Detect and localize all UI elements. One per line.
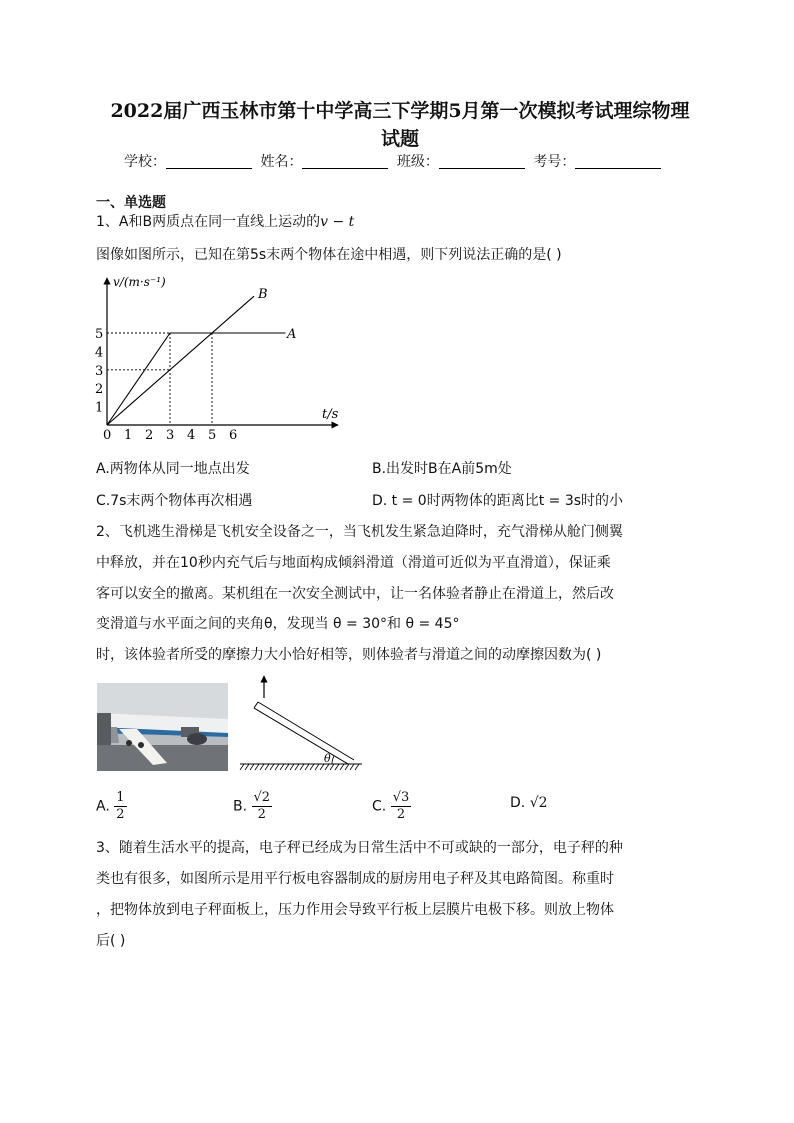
name-label: 姓名：: [260, 154, 303, 170]
name-field[interactable]: [302, 154, 388, 169]
q2-line-4: 变滑道与水平面之间的夹角θ，发现当 θ = 30°和 θ = 45°: [96, 616, 460, 632]
q1-option-a[interactable]: A.两物体从同一地点出发: [96, 461, 250, 477]
series-label-a: A: [287, 327, 297, 342]
q2-line-2: 中释放，并在10秒内充气后与地面构成倾斜滑道（滑道可近似为平直滑道），保证乘: [96, 555, 611, 571]
x-tick-label-5: 5: [208, 428, 217, 442]
school-label: 学校：: [124, 154, 166, 170]
hatch-mark: [280, 764, 284, 770]
hatch-mark: [355, 764, 359, 770]
q3-line-3: ，把物体放到电子秤面板上，压力作用会导致平行板上层膜片电极下移。则放上物体: [96, 902, 614, 918]
q2-option-b-fraction: [252, 790, 273, 823]
q2-option-b-numerator: √2: [253, 790, 271, 805]
q2-option-a-fraction: [114, 790, 126, 823]
x-tick-label-2: 2: [145, 428, 154, 442]
q1-option-b[interactable]: B.出发时B在A前5m处: [372, 461, 512, 477]
q2-option-d[interactable]: [510, 795, 548, 811]
class-label: 班级：: [396, 154, 439, 170]
q1-option-d[interactable]: D. t = 0时两物体的距离比t = 3s时的小: [372, 493, 624, 509]
x-tick-label-6: 6: [229, 428, 238, 442]
number-field[interactable]: [575, 154, 661, 169]
hatch-mark: [310, 764, 314, 770]
q2-option-b[interactable]: [233, 790, 272, 823]
ground-hatching: [240, 764, 359, 770]
q1-text: A和B两质点在同一直线上运动的: [118, 214, 321, 230]
q2-line-3: 客可以安全的撤离。某机组在一次安全测试中，让一名体验者静止在滑道上，然后改: [96, 586, 614, 602]
series-label-b: B: [258, 287, 268, 302]
q2-option-a-denominator: 2: [116, 807, 125, 822]
q2-option-a-label: A.: [96, 798, 110, 815]
title-line-1: 2022届广西玉林市第十中学高三下学期5月第一次模拟考试理综物理: [110, 100, 690, 122]
hatch-mark: [285, 764, 289, 770]
series-line-b: [107, 296, 254, 425]
q1-line-2: 图像如图所示，已知在第5s末两个物体在途中相遇，则下列说法正确的是( ): [96, 247, 562, 263]
hatch-mark: [245, 764, 249, 770]
q2-option-d-value: √2: [529, 795, 548, 811]
y-tick-label-1: 1: [95, 400, 104, 416]
class-field[interactable]: [439, 154, 525, 169]
x-tick-label-1: 1: [124, 428, 133, 442]
hatch-mark: [255, 764, 259, 770]
hatch-mark: [290, 764, 294, 770]
hatch-mark: [340, 764, 344, 770]
q1-line-1: [96, 212, 354, 232]
slide-bottom-edge: [254, 708, 348, 764]
hatch-mark: [250, 764, 254, 770]
q2-option-a[interactable]: [96, 790, 127, 823]
x-tick-labels: [103, 428, 237, 442]
hatch-mark: [350, 764, 354, 770]
x-tick-label-4: 4: [187, 428, 196, 442]
q1-math: v − t: [320, 214, 355, 230]
hatch-mark: [335, 764, 339, 770]
x-axis-label: t/s: [322, 407, 339, 422]
q1-vt-graph: [90, 272, 350, 442]
q3-line-2: 类也有很多，如图所示是用平行板电容器制成的厨房用电子秤及其电路简图。称重时: [96, 871, 614, 887]
slide-top-edge: [258, 702, 354, 760]
page-title: [95, 97, 705, 153]
series-lines: [107, 296, 286, 425]
section-heading: 一、单选题: [96, 195, 166, 211]
hatch-mark: [265, 764, 269, 770]
q3-line-4: 后( ): [96, 933, 126, 949]
hatch-mark: [315, 764, 319, 770]
q2-option-b-denominator: 2: [257, 807, 266, 822]
q2-option-c-denominator: 2: [396, 807, 406, 822]
incline-diagram: [236, 672, 366, 772]
y-tick-label-2: 2: [95, 382, 104, 398]
y-tick-labels: [95, 327, 103, 416]
slide-top-cap: [254, 702, 258, 708]
hatch-mark: [345, 764, 349, 770]
hatch-mark: [260, 764, 264, 770]
airplane-slide-photo: [97, 683, 228, 771]
y-axis-label: v/(m·s⁻¹): [113, 275, 166, 289]
q2-option-b-label: B.: [233, 798, 248, 815]
x-tick-label-3: 3: [166, 428, 175, 442]
q2-line-5: 时，该体验者所受的摩擦力大小恰好相等，则体验者与滑道之间的动摩擦因数为( ): [96, 647, 602, 663]
angle-arc: [332, 756, 334, 764]
y-tick-label-3: 3: [95, 363, 104, 379]
q2-option-c-label: C.: [372, 798, 387, 815]
y-tick-label-4: 4: [95, 345, 104, 361]
q2-option-c[interactable]: [372, 790, 411, 823]
hatch-mark: [305, 764, 309, 770]
hatch-mark: [300, 764, 304, 770]
q3-line-1: 3、随着生活水平的提高，电子秤已经成为日常生活中不可或缺的一部分，电子秤的种: [96, 840, 623, 856]
q1-option-c[interactable]: C.7s末两个物体再次相遇: [96, 493, 253, 509]
student-info-row: [124, 151, 665, 171]
hatch-mark: [240, 764, 244, 770]
q1-number: 1、: [96, 214, 119, 230]
q2-option-d-label: D.: [510, 795, 526, 811]
q2-option-c-fraction: [391, 790, 412, 823]
number-label: 考号：: [533, 154, 576, 170]
x-tick-label-0: 0: [103, 428, 112, 442]
q2-option-a-numerator: 1: [116, 790, 125, 805]
hatch-mark: [275, 764, 279, 770]
y-tick-label-5: 5: [95, 327, 104, 342]
q2-option-c-numerator: √3: [392, 790, 410, 805]
hatch-mark: [270, 764, 274, 770]
school-field[interactable]: [166, 154, 252, 169]
q2-line-1: 2、飞机逃生滑梯是飞机安全设备之一，当飞机发生紧急迫降时，充气滑梯从舱门侧翼: [96, 524, 623, 540]
angle-label: θ: [324, 752, 331, 765]
hatch-mark: [295, 764, 299, 770]
title-line-2: 试题: [380, 128, 419, 150]
